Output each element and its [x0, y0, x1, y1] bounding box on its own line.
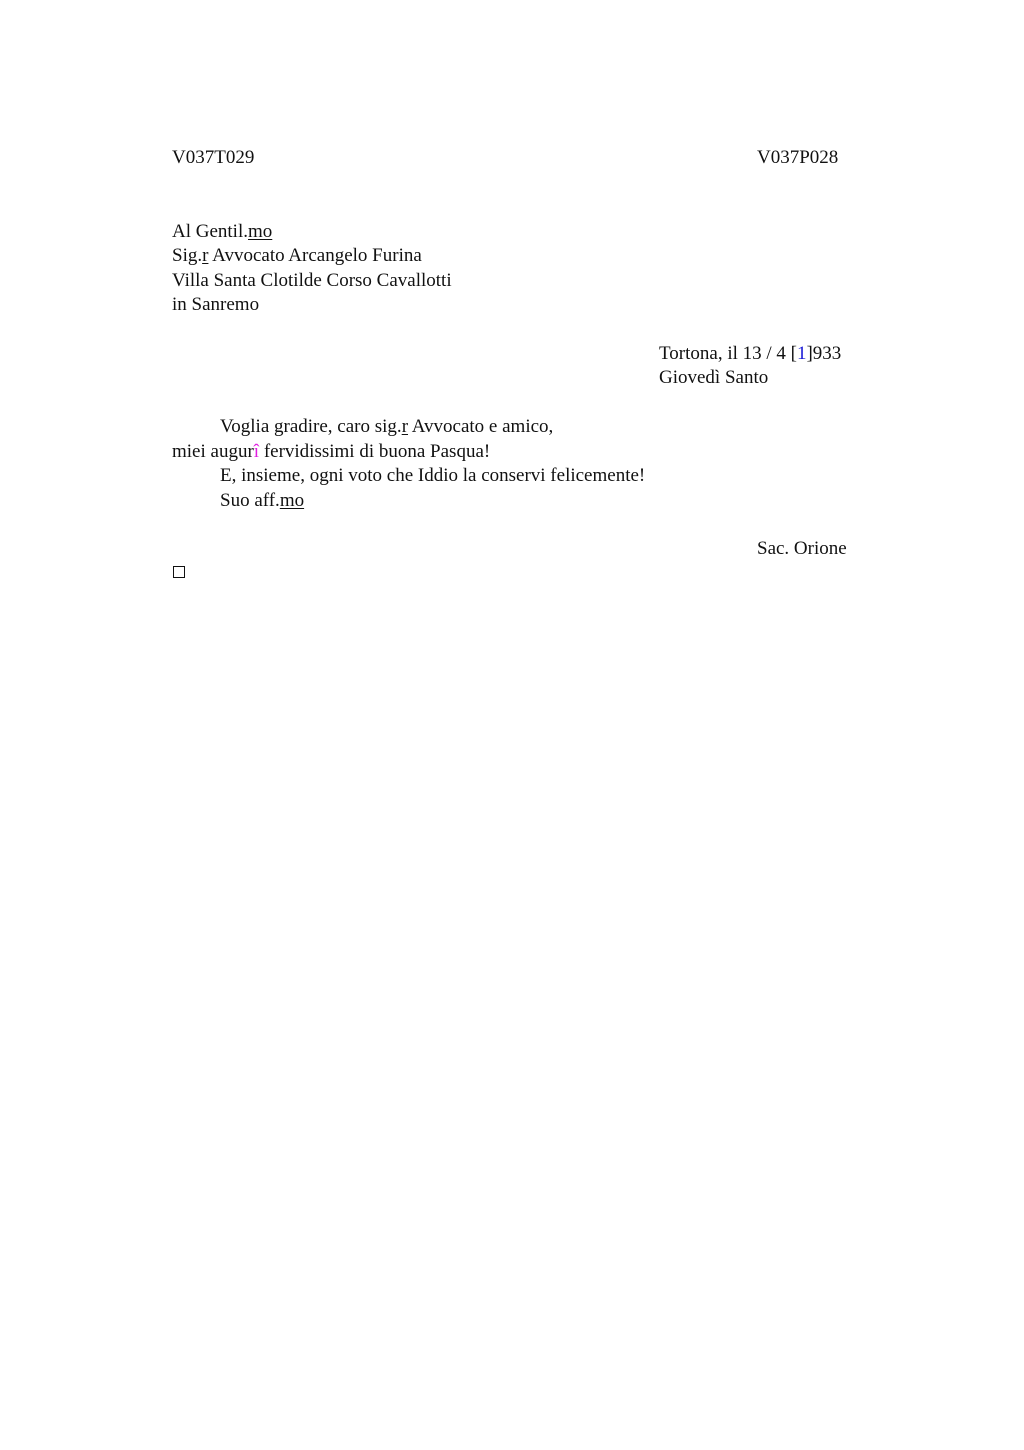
body-line-4-underlined: mo [279, 490, 305, 511]
body-line-1-underlined: r [401, 416, 409, 437]
body-line-4 [220, 489, 304, 513]
end-marker-box-icon [173, 566, 185, 578]
address-line-2-prefix: Sig. [172, 245, 203, 266]
dateline-editorial-insert: 1 [796, 343, 807, 364]
address-line-4: in Sanremo [172, 294, 260, 315]
address-line-2-rest: Avvocato Arcangelo Furina [208, 245, 422, 266]
dateline-text-before: Tortona, il 13 / 4 [ [659, 343, 797, 364]
body-line-2-before: miei augur [172, 441, 254, 462]
dateline-day: Giovedì Santo [659, 367, 769, 388]
body-line-4-text: Suo aff. [220, 490, 280, 511]
right-archive-code: V037P028 [757, 147, 839, 168]
body-line-2-after: fervidissimi di buona Pasqua! [259, 441, 491, 462]
dateline-place-date [659, 342, 841, 366]
address-line-1 [172, 220, 272, 244]
address-line-1-underlined: mo [248, 221, 273, 242]
dateline-text-after: ]933 [806, 343, 842, 364]
body-line-1-after: Avvocato e amico, [408, 416, 554, 437]
address-line-3: Villa Santa Clotilde Corso Cavallotti [172, 270, 452, 291]
body-line-2-editorial-mark: î [253, 441, 260, 462]
body-line-1-before: Voglia gradire, caro sig. [220, 416, 402, 437]
body-line-3: E, insieme, ogni voto che Iddio la conservi felicemente! [220, 465, 646, 486]
body-line-2 [172, 440, 490, 464]
body-line-1 [220, 415, 553, 439]
signature: Sac. Orione [757, 538, 847, 559]
address-line-1-text: Al Gentil. [172, 221, 248, 242]
left-archive-code: V037T029 [172, 147, 255, 168]
address-line-2-underlined: r [202, 245, 209, 266]
address-line-2 [172, 244, 422, 268]
